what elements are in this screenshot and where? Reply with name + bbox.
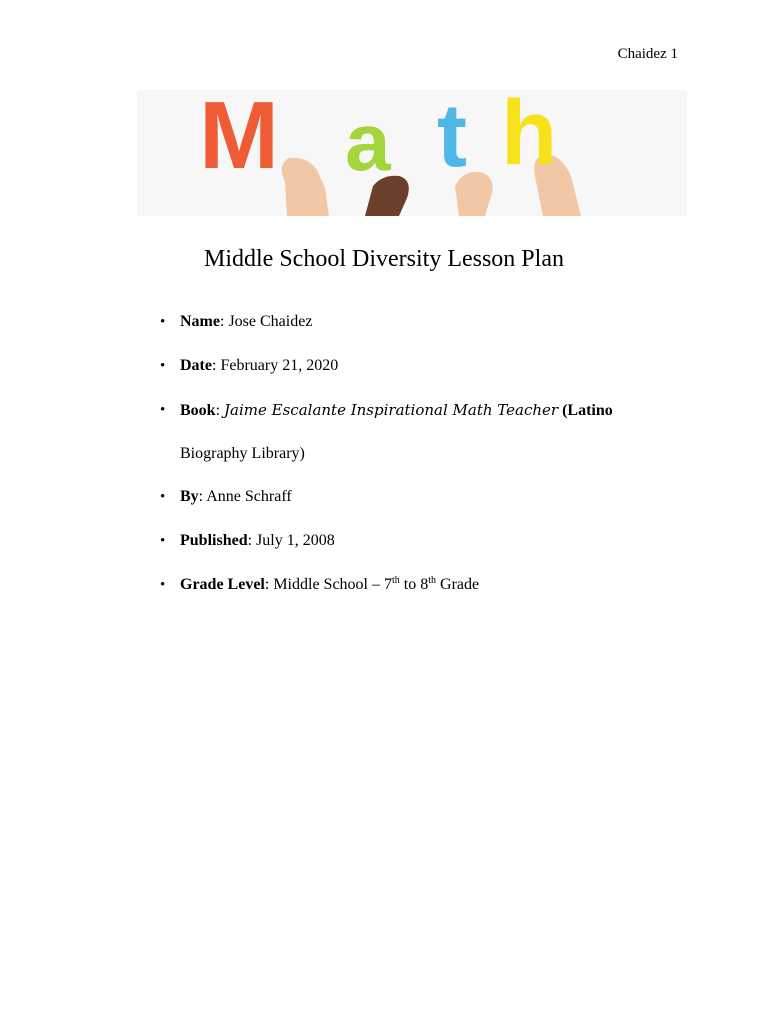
list-item-published: • Published: July 1, 2008 [160,519,620,563]
lesson-info-list [160,300,620,607]
grade-suffix: Grade [436,576,480,593]
letter-m: M [199,90,279,189]
book-series-open: (Latino [562,402,613,419]
date-value: February 21, 2020 [220,357,339,374]
grade-mid: to 8 [399,576,429,593]
author-label: By [180,488,199,505]
grade-sup-2: th [428,575,437,586]
hand-1 [282,158,329,216]
name-label: Name [180,313,220,330]
list-item-date: • Date: February 21, 2020 [160,344,620,388]
date-label: Date [180,357,212,374]
letter-t: t [437,90,467,186]
name-value: Jose Chaidez [228,313,313,330]
running-head: Chaidez 1 [617,46,678,62]
grade-sup-1: th [392,575,400,586]
book-title: Jaime Escalante Inspirational Math Teacher [224,401,559,419]
letter-h: h [501,90,558,184]
document-title: Middle School Diversity Lesson Plan [204,246,564,272]
list-item-book: • Book: Jaime Escalante Inspirational Math Teacher (Latino Biography Library) [160,388,620,475]
author-value: Anne Schraff [206,488,292,505]
list-item-author: • By: Anne Schraff [160,475,620,519]
list-item-name: • Name: Jose Chaidez [160,300,620,344]
list-item-grade: • Grade Level: Middle School – 7th to 8th Grade [160,563,620,607]
book-label: Book [180,402,216,419]
published-value: July 1, 2008 [256,532,335,549]
grade-label: Grade Level [180,576,265,593]
grade-prefix: Middle School – 7 [273,576,392,593]
letter-a: a [345,97,391,188]
math-banner-image [137,90,687,216]
book-series-close: Biography Library) [180,445,305,462]
published-label: Published [180,532,248,549]
